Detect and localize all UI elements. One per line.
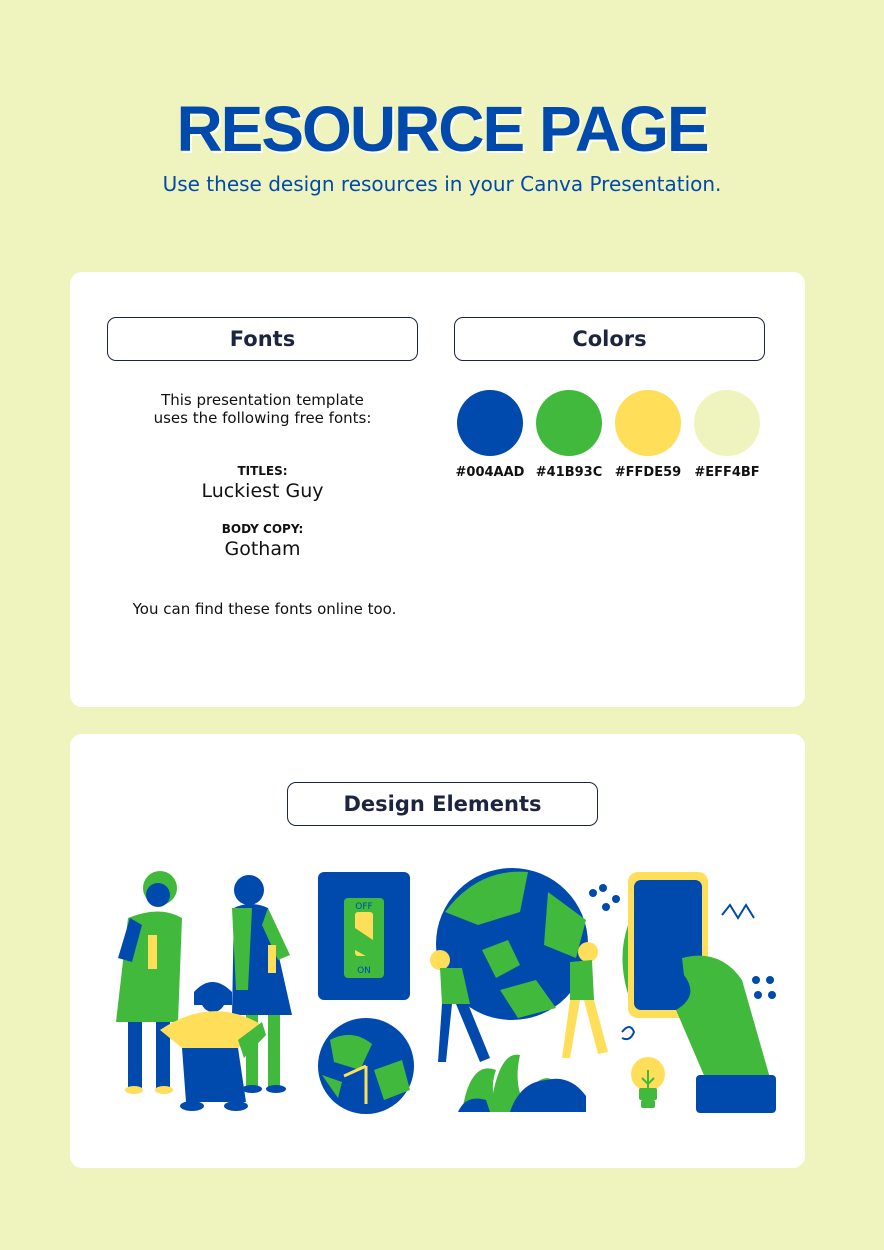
swatch-light-hex: #EFF4BF: [694, 465, 760, 480]
people-group-illustration: [116, 871, 292, 1111]
design-elements-heading: Design Elements: [287, 782, 598, 826]
swatch-yellow-hex: #FFDE59: [614, 465, 682, 480]
fonts-footer-note: You can find these fonts online too.: [132, 600, 397, 618]
page-title: RESOURCE PAGE: [176, 93, 708, 165]
light-bulb-illustration: [631, 1057, 665, 1108]
titles-font-name: Luckiest Guy: [201, 480, 324, 502]
light-switch-illustration: [318, 872, 410, 1000]
colors-heading: Colors: [454, 317, 765, 361]
switch-off-label: OFF: [355, 902, 373, 912]
fonts-intro-line1: This presentation template: [161, 391, 364, 409]
fonts-heading: Fonts: [107, 317, 418, 361]
plant-illustration: [458, 1055, 586, 1112]
body-font-name: Gotham: [224, 538, 301, 560]
fonts-intro-line2: uses the following free fonts:: [153, 409, 372, 427]
titles-label: TITLES:: [237, 464, 288, 478]
earth-with-people-illustration: [430, 868, 634, 1062]
page-subtitle: Use these design resources in your Canva Presentation.: [162, 172, 722, 196]
swatch-green-hex: #41B93C: [535, 465, 603, 480]
swatch-blue-hex: #004AAD: [455, 465, 525, 480]
switch-on-label: ON: [357, 966, 371, 976]
clock-globe-illustration: [318, 1018, 414, 1114]
body-copy-label: BODY COPY:: [221, 522, 304, 536]
